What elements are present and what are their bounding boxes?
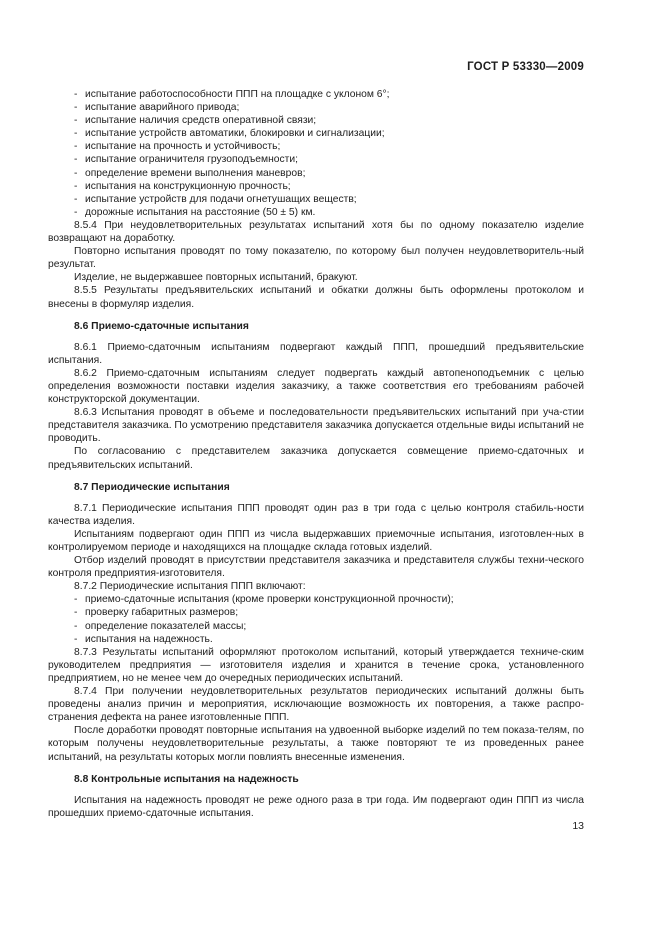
paragraph: 8.7.1 Периодические испытания ППП проводят один раз в три года с целью контроля стабиль-ности качества изделия. (48, 502, 584, 527)
section-heading-8-7: 8.7 Периодические испытания (74, 481, 230, 493)
paragraph: Испытаниям подвергают один ППП из числа выдержавших приемочные испытания, изготовлен-ных в контролируемом периоде и находящихся на площадке склада готовых изделий. (48, 528, 584, 553)
list-item: - определение показателей массы; (74, 620, 247, 632)
list-item: - испытания на надежность. (74, 633, 213, 645)
list-item: - испытание устройств для подачи огнетушащих веществ; (74, 193, 357, 205)
list-item: - испытание ограничителя грузоподъемности; (74, 154, 298, 166)
list-item: - испытание работоспособности ППП на площадке с уклоном 6°; (74, 89, 390, 100)
paragraph: 8.7.2 Периодические испытания ППП включают: (74, 581, 306, 593)
list-item: - испытание устройств автоматики, блокировки и сигнализации; (74, 128, 385, 140)
paragraph: 8.6.3 Испытания проводят в объеме и последовательности предъявительских испытаний при уча-стии представителя заказчика. По усмотрению представителя заказчика допускается отдельные виды испытаний не проводить. (48, 407, 584, 445)
test-list (48, 88, 584, 219)
paragraph: 8.5.5 Результаты предъявительских испытаний и обкатки должны быть оформлены протоколом и внесены в формуляр изделия. (48, 285, 584, 310)
list-item: - дорожные испытания на расстояние (50 ± 5) км. (74, 206, 316, 218)
list-item: - испытание аварийного привода; (74, 102, 240, 114)
paragraph: 8.6.2 Приемо-сдаточным испытаниям следует подвергать каждый автопеноподъемник с целью определения возможности поставки изделия заказчику, а также соответствия его требованиям рабочей конструкторской документации. (48, 367, 584, 406)
paragraph: 8.6.1 Приемо-сдаточным испытаниям подвергают каждый ППП, прошедший предъявительские испытания. (48, 341, 584, 366)
paragraph: Изделие, не выдержавшее повторных испытаний, бракуют. (74, 272, 358, 284)
paragraph: 8.7.4 При получении неудовлетворительных результатов периодических испытаний должны быть проведены анализ причин и мероприятия, исключающие возможность их повторения, а также распро-странения дефекта на ранее изготовленные ППП. (48, 686, 584, 724)
paragraph: По согласованию с представителем заказчика допускается совмещение приемо-сдаточных и предъявительских испытаний. (48, 446, 584, 471)
list-item: - приемо-сдаточные испытания (кроме проверки конструкционной прочности); (74, 594, 454, 606)
page-number: 13 (572, 820, 584, 832)
list-item: - проверку габаритных размеров; (74, 607, 239, 619)
list-item: - испытания на конструкционную прочность; (74, 180, 291, 192)
list-item: - определение времени выполнения маневров; (74, 167, 306, 179)
section-heading-8-8: 8.8 Контрольные испытания на надежность (74, 773, 299, 785)
periodic-test-list (48, 593, 584, 645)
paragraph: 8.5.4 При неудовлетворительных результатах испытаний хотя бы по одному показателю изделие возвращают на доработку. (48, 219, 584, 245)
paragraph: После доработки проводят повторные испытания на удвоенной выборке изделий по тем показа-телям, по которым получены неудовлетворительные результаты, а также повторяют те из проведенных ранее испытаний, на результаты которых могли повлиять внесенные изменения. (48, 725, 584, 763)
list-item: - испытание наличия средств оперативной связи; (74, 115, 317, 127)
paragraph: 8.7.3 Результаты испытаний оформляют протоколом испытаний, который утверждается техниче-ским руководителем предприятия — изготовителя изделия и хранится в течение срока, установленного предприятием, но не менее чем до очередных периодических испытаний. (48, 646, 584, 684)
list-item: - испытание на прочность и устойчивость; (74, 141, 281, 153)
paragraph: Повторно испытания проводят по тому показателю, по которому был получен неудовлетворитель-ный результат. (48, 246, 584, 271)
document-body (48, 88, 584, 820)
paragraph: Отбор изделий проводят в присутствии представителя заказчика и представителя службы техни-ческого контроля предприятия-изготовителя. (48, 555, 584, 580)
section-heading-8-6: 8.6 Приемо-сдаточные испытания (74, 320, 249, 332)
standard-code: ГОСТ Р 53330—2009 (467, 61, 584, 73)
paragraph: Испытания на надежность проводят не реже одного раза в три года. Им подвергают один ППП из числа прошедших приемо-сдаточные испытания. (48, 794, 584, 819)
